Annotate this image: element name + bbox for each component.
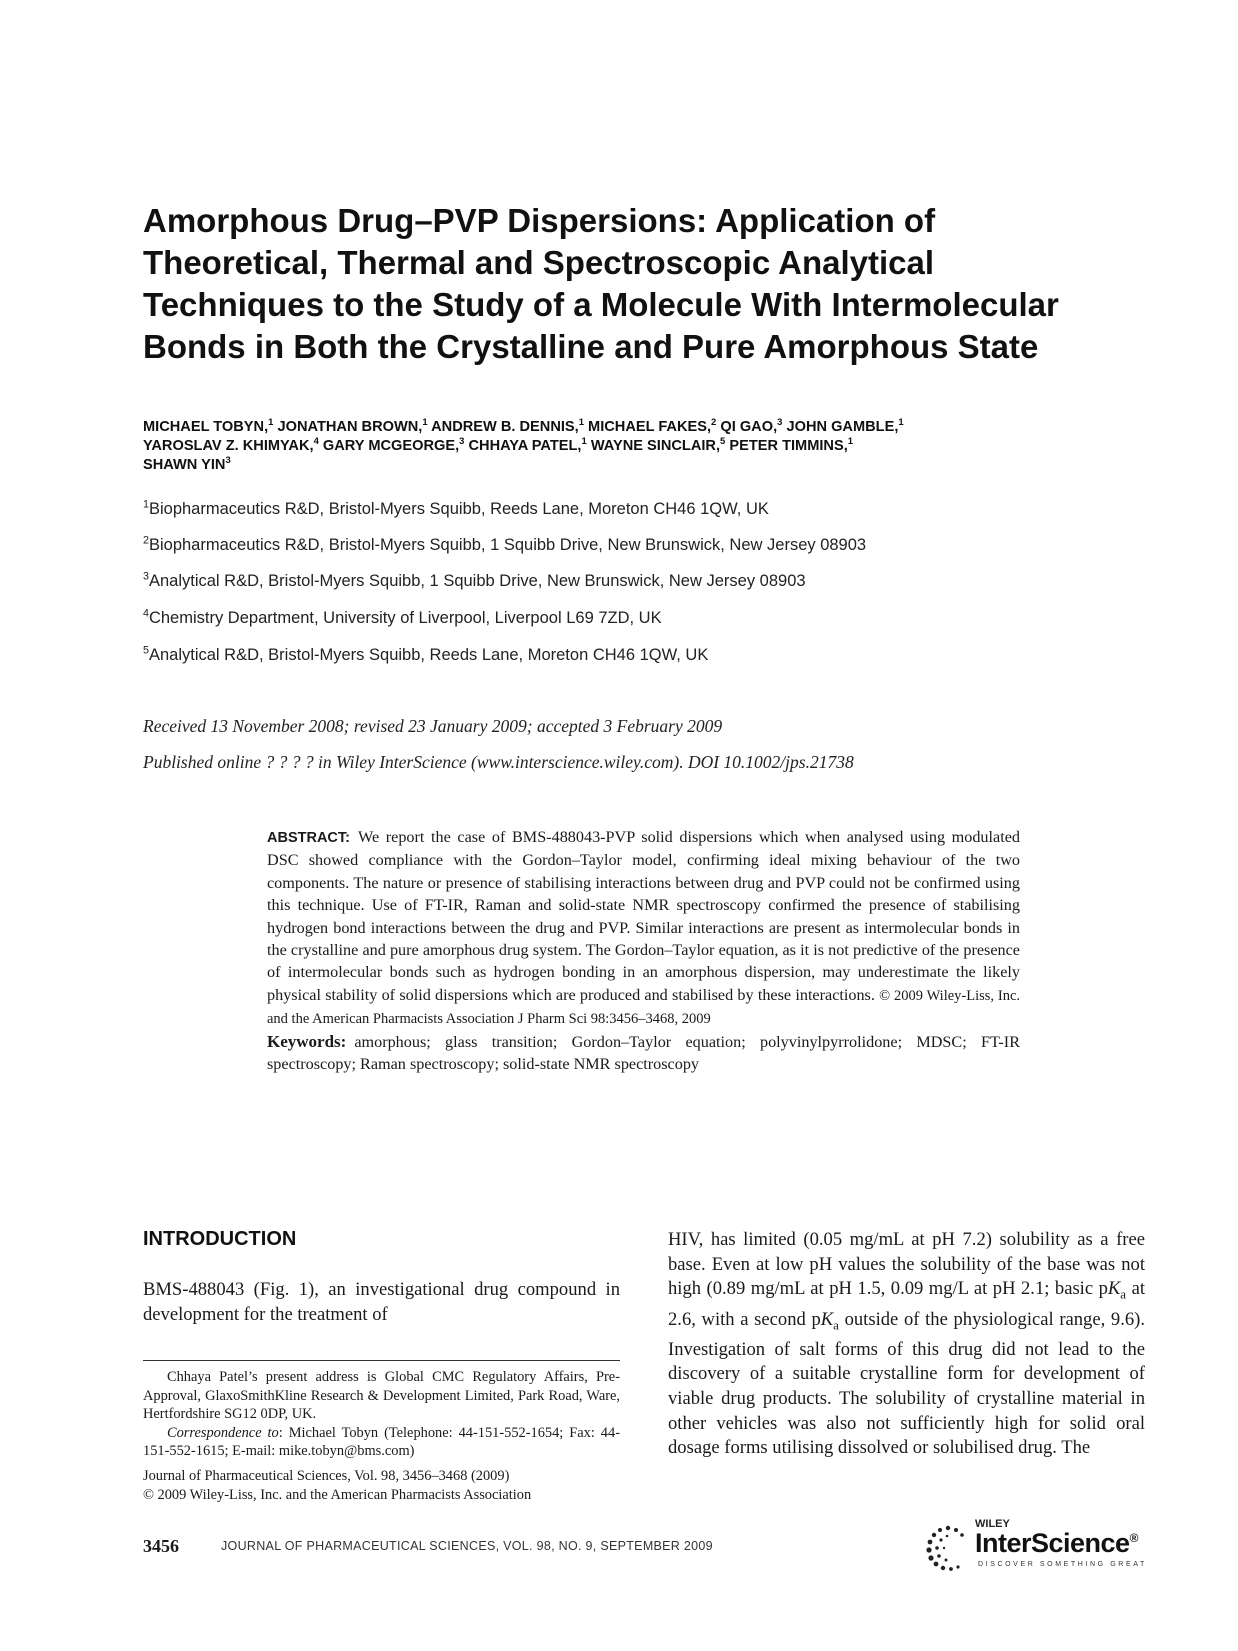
author-name: SHAWN YIN — [143, 457, 226, 473]
affiliation-mark: 3 — [143, 570, 149, 583]
paper-title — [143, 200, 1143, 368]
footnote-address: Chhaya Patel’s present address is Global CMC Regulatory Affairs, Pre-Approval, GlaxoSmithKline Research & Development Limited, Park Road, Ware, Hertfordshire SG12 0DP, UK. — [143, 1369, 620, 1423]
title-line: Bonds in Both the Crystalline and Pure Amorphous State — [143, 328, 1039, 365]
introduction-heading: INTRODUCTION — [143, 1228, 297, 1250]
logo-brand: InterScience — [975, 1528, 1130, 1558]
author-affil-mark: 1 — [581, 436, 587, 448]
affiliation-text: Chemistry Department, University of Liverpool, Liverpool L69 7ZD, UK — [148, 609, 662, 627]
author-name: JONATHAN BROWN, — [277, 419, 423, 435]
author-name: CHHAYA PATEL, — [468, 438, 582, 454]
intro-text: outside of the physiological range, 9.6). Investigation of salt forms of this drug did not lead to the discovery of a suitable crystalline form for development of viable drug products. The solubility of crystalline material in other vehicles was also not sufficiently high for solid oral dosage forms utilising dissolved or solubilised drug. The — [668, 1308, 1145, 1459]
correspondence-text: : Michael Tobyn (Telephone: 44-151-552-1654; Fax: 44-151-552-1615; E-mail: mike.tobyn@bms.com) — [143, 1424, 620, 1460]
affiliation — [143, 500, 769, 519]
introduction-left-column: BMS-488043 (Fig. 1), an investigational drug compound in development for the treatment of — [143, 1279, 620, 1325]
affiliation — [143, 646, 708, 665]
page-footer — [143, 1518, 1147, 1576]
author-name: MICHAEL FAKES, — [588, 419, 712, 435]
correspondence-label: Correspondence to — [167, 1424, 279, 1441]
title-line: Amorphous Drug–PVP Dispersions: Application of — [143, 202, 936, 239]
abstract — [267, 826, 1020, 1075]
abstract-copyright: © 2009 Wiley-Liss, Inc. and the American Pharmacists Association J Pharm Sci 98:3456–3468, 2009 — [267, 987, 1021, 1028]
abstract-label: ABSTRACT: — [267, 830, 350, 846]
author-list — [143, 418, 1143, 475]
published-line: Published online ? ? ? ? in Wiley InterScience (www.interscience.wiley.com). DOI 10.1002/jps.21738 — [143, 752, 854, 772]
author-affil-mark: 5 — [720, 436, 726, 448]
author-affil-mark: 3 — [777, 417, 783, 429]
journal-citation: Journal of Pharmaceutical Sciences, Vol. 98, 3456–3468 (2009) — [143, 1467, 510, 1484]
affiliation-mark: 1 — [143, 498, 149, 511]
logo-main-text — [975, 1528, 1138, 1559]
title-line: Theoretical, Thermal and Spectroscopic Analytical — [143, 244, 935, 281]
intro-text: HIV, has limited (0.05 mg/mL at pH 7.2) solubility as a free base. Even at low pH values the solubility of the base was not high (0.89 mg/mL at pH 1.5, 0.09 mg/L at pH 2.1; basic p — [668, 1229, 1145, 1300]
author-affil-mark: 1 — [422, 417, 428, 429]
logo-wiley-text: WILEY — [975, 1518, 1010, 1530]
affiliation-mark: 5 — [143, 644, 149, 657]
author-line — [143, 418, 1143, 437]
logo-registered-mark: ® — [1129, 1531, 1138, 1545]
keywords-label: Keywords: — [267, 1031, 347, 1051]
author-name: WAYNE SINCLAIR, — [590, 438, 721, 454]
affiliation-mark: 2 — [143, 534, 149, 547]
author-affil-mark: 1 — [847, 436, 854, 448]
author-affil-mark: 3 — [459, 436, 465, 448]
affiliation-text: Biopharmaceutics R&D, Bristol-Myers Squibb, 1 Squibb Drive, New Brunswick, New Jersey 08903 — [148, 536, 867, 554]
page-number: 3456 — [143, 1536, 179, 1556]
pka-subscript: a — [833, 1317, 839, 1333]
author-name: GARY MCGEORGE, — [322, 438, 460, 454]
journal-footer: JOURNAL OF PHARMACEUTICAL SCIENCES, VOL. 98, NO. 9, SEPTEMBER 2009 — [221, 1539, 713, 1553]
title-line: Techniques to the Study of a Molecule With Intermolecular — [143, 286, 1059, 323]
wiley-interscience-logo — [923, 1518, 1148, 1578]
author-affil-mark: 1 — [898, 417, 904, 429]
footnote-journal — [143, 1467, 620, 1504]
author-affil-mark: 1 — [268, 417, 274, 429]
affiliation-mark: 4 — [143, 607, 149, 620]
keywords-text: amorphous; glass transition; Gordon–Taylor equation; polyvinylpyrrolidone; MDSC; FT-IR spectroscopy; Raman spectroscopy; solid-state NMR spectroscopy — [267, 1032, 1020, 1074]
author-name: MICHAEL TOBYN, — [143, 419, 269, 435]
affiliation — [143, 609, 662, 628]
abstract-text: We report the case of BMS-488043-PVP solid dispersions which when analysed using modulated DSC showed compliance with the Gordon–Taylor model, confirming ideal mixing behaviour of the two components. The nature or presence of stabilising interactions between drug and PVP could not be confirmed using this technique. Use of FT-IR, Raman and solid-state NMR spectroscopy confirmed the presence of stabilising hydrogen bond interactions between the drug and PVP. Similar interactions are present as intermolecular bonds in the crystalline and pure amorphous drug system. The Gordon–Taylor equation, as it is not predictive of the presence of intermolecular bonds such as hydrogen bonding in an amorphous dispersion, may underestimate the likely physical stability of solid dispersions which are produced and stabilised by these interactions. — [267, 828, 1020, 1004]
logo-tagline: DISCOVER SOMETHING GREAT — [978, 1561, 1147, 1568]
affiliation-text: Biopharmaceutics R&D, Bristol-Myers Squibb, Reeds Lane, Moreton CH46 1QW, UK — [148, 500, 769, 518]
footnotes — [143, 1368, 620, 1504]
author-affil-mark: 4 — [313, 436, 319, 448]
footnote-correspondence — [143, 1424, 620, 1461]
journal-copyright: © 2009 Wiley-Liss, Inc. and the American Pharmacists Association — [143, 1486, 532, 1503]
keywords — [267, 1031, 1020, 1076]
abstract-body — [267, 826, 1020, 1031]
footnote-divider — [143, 1360, 620, 1361]
author-affil-mark: 1 — [578, 417, 584, 429]
introduction-right-column: HIV, has limited (0.05 mg/mL at pH 7.2) solubility as a free base. Even at low pH values the solubility of the base was not high (0.89 mg/mL at pH 1.5, 0.09 mg/L at pH 2.1; basic $pK_a$ at 2.6, with a second $pK_a$ outside of the physiological range, 9.6). Investigation of salt forms of this drug did not lead to the discovery of a suitable crystalline form for development of viable drug products. The solubility of crystalline material in other vehicles was also not sufficiently high for solid oral dosage forms utilising dissolved or solubilised drug. The — [668, 1229, 1145, 1459]
author-name: JOHN GAMBLE, — [786, 419, 899, 435]
author-line — [143, 456, 1143, 475]
author-affil-mark: 3 — [225, 455, 231, 467]
author-affil-mark: 2 — [711, 417, 717, 429]
affiliation — [143, 572, 806, 591]
author-name: PETER TIMMINS, — [729, 438, 848, 454]
author-name: QI GAO, — [720, 419, 778, 435]
pka-subscript: a — [1120, 1286, 1127, 1302]
author-name: YAROSLAV Z. KHIMYAK, — [143, 438, 314, 454]
affiliation-text: Analytical R&D, Bristol-Myers Squibb, 1 Squibb Drive, New Brunswick, New Jersey 08903 — [148, 572, 806, 590]
affiliation — [143, 536, 866, 555]
intro-text: at 2.6, with a second p — [668, 1278, 1145, 1330]
author-name: ANDREW B. DENNIS, — [431, 419, 579, 435]
received-line: Received 13 November 2008; revised 23 January 2009; accepted 3 February 2009 — [143, 716, 723, 736]
affiliation-text: Analytical R&D, Bristol-Myers Squibb, Reeds Lane, Moreton CH46 1QW, UK — [148, 646, 709, 664]
author-line — [143, 437, 1143, 456]
logo-swirl-icon — [923, 1522, 973, 1572]
